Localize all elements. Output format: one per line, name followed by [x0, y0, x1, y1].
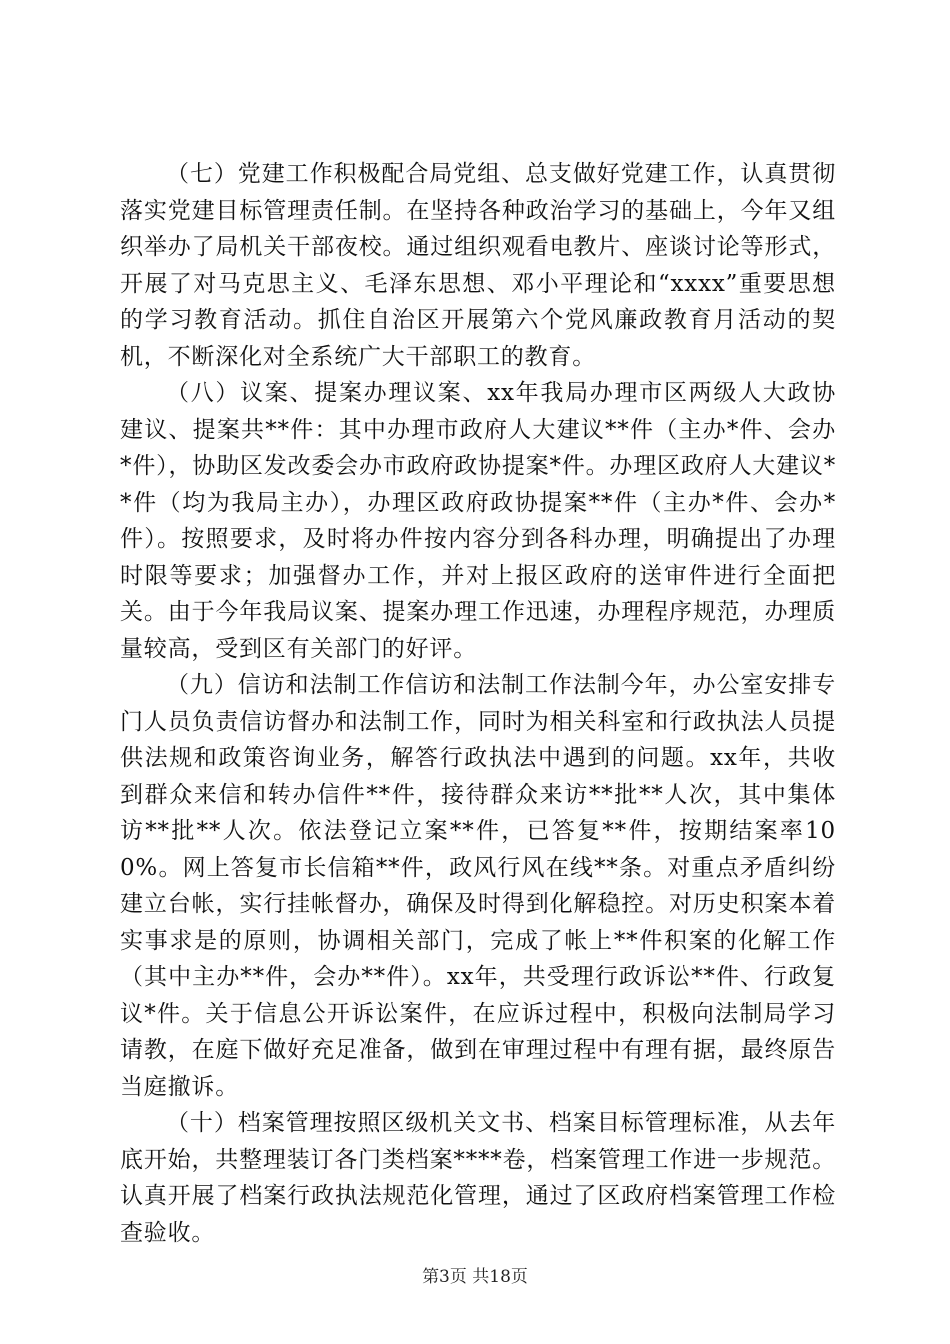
- paragraph-proposals: （八）议案、提案办理议案、xx年我局办理市区两级人大政协建议、提案共**件：其中办理市政府人大建议**件（主办*件、会办*件），协助区发改委会办市政府政协提案*件。办理区政府人大建议**件（均为我局主办），办理区政府政协提案**件（主办*件、会办*件）。按照要求，及时将办件按内容分到各科办理，明确提出了办理时限等要求；加强督办工作，并对上报区政府的送审件进行全面把关。由于今年我局议案、提案办理工作迅速，办理程序规范，办理质量较高，受到区有关部门的好评。: [120, 380, 836, 662]
- paragraph-party-building: （七）党建工作积极配合局党组、总支做好党建工作，认真贯彻落实党建目标管理责任制。在坚持各种政治学习的基础上，今年又组织举办了局机关干部夜校。通过组织观看电教片、座谈讨论等形式，开展了对马克思主义、毛泽东思想、邓小平理论和“xxxx”重要思想的学习教育活动。抓住自治区开展第六个党风廉政教育月活动的契机，不断深化对全系统广大干部职工的教育。: [120, 161, 836, 370]
- document-body: [120, 156, 836, 1251]
- paragraph-petitions-legal: （九）信访和法制工作信访和法制工作法制今年，办公室安排专门人员负责信访督办和法制工作，同时为相关科室和行政执法人员提供法规和政策咨询业务，解答行政执法中遇到的问题。xx年，共收到群众来信和转办信件**件，接待群众来访**批**人次，其中集体访**批**人次。依法登记立案**件，已答复**件，按期结案率100%。网上答复市长信箱**件，政风行风在线**条。对重点矛盾纠纷建立台帐，实行挂帐督办，确保及时得到化解稳控。对历史积案本着实事求是的原则，协调相关部门，完成了帐上**件积案的化解工作（其中主办**件，会办**件）。xx年，共受理行政诉讼**件、行政复议*件。关于信息公开诉讼案件，在应诉过程中，积极向法制局学习请教，在庭下做好充足准备，做到在审理过程中有理有据，最终原告当庭撤诉。: [120, 672, 836, 1100]
- paragraph-archives: （十）档案管理按照区级机关文书、档案目标管理标准，从去年底开始，共整理装订各门类档案****卷，档案管理工作进一步规范。认真开展了档案行政执法规范化管理，通过了区政府档案管理工作检查验收。: [120, 1110, 836, 1246]
- page-footer: 第3页 共18页: [422, 1267, 528, 1287]
